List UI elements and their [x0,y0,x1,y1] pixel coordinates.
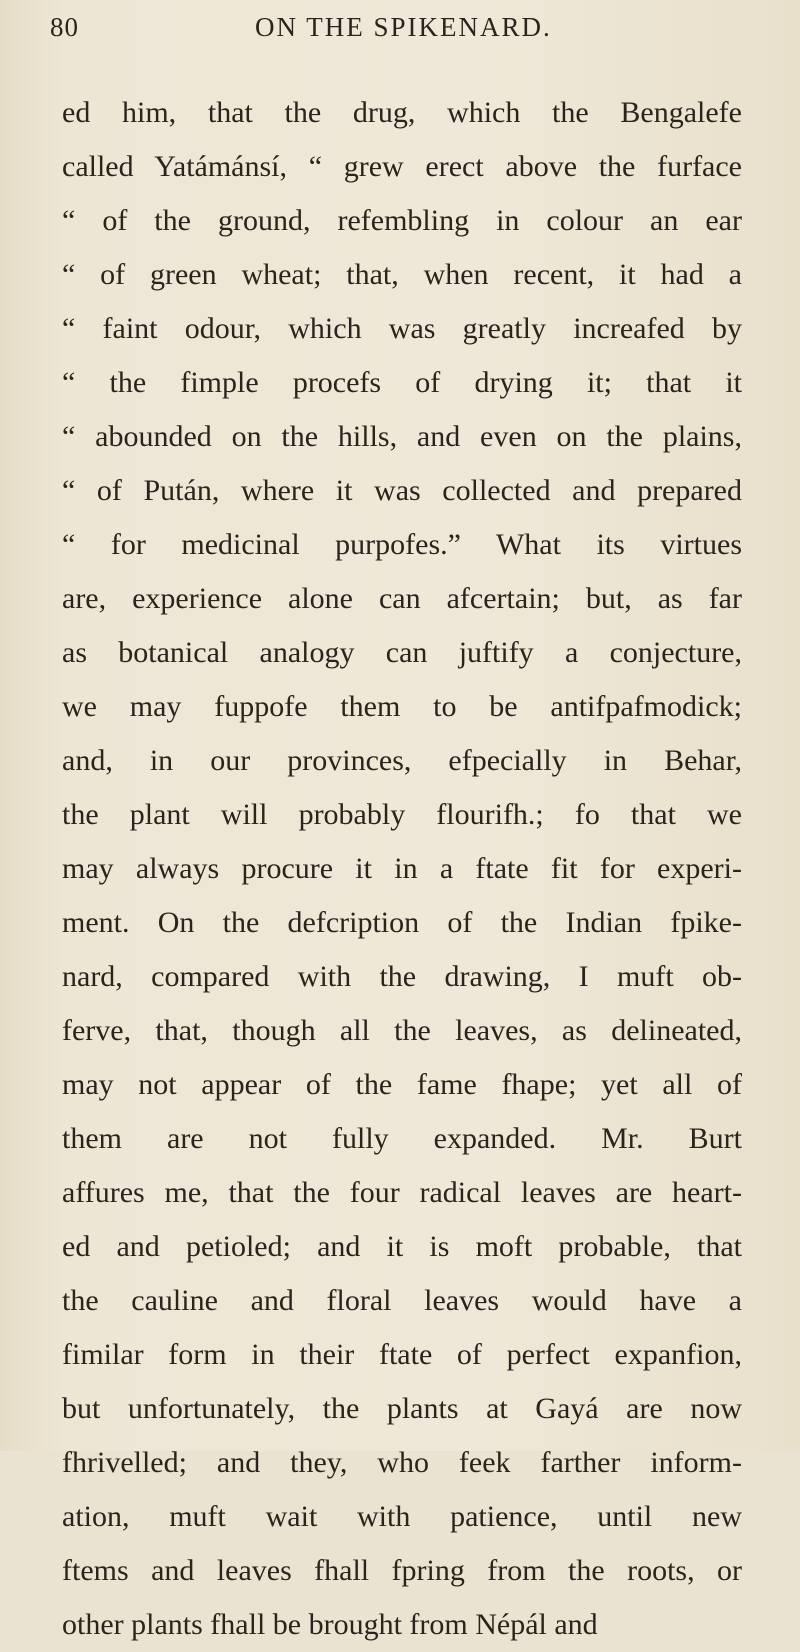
text-line: “ faint odour, which was greatly increafed by [62,312,742,345]
text-line: called Yatámánsí, “ grew erect above the furface [62,150,742,183]
text-line: “ of green wheat; that, when recent, it had a [62,258,742,291]
text-line: ed and petioled; and it is moft probable, that [62,1230,742,1263]
text-line: ment. On the defcription of the Indian fpike- [62,906,742,939]
text-line: affures me, that the four radical leaves are heart- [62,1176,742,1209]
page-header [50,6,750,50]
body-text [62,86,742,1652]
text-line: but unfortunately, the plants at Gayá are now [62,1392,742,1425]
text-line: “ for medicinal purpofes.” What its virtues [62,528,742,561]
page-number: 80 [50,12,79,42]
text-line: ed him, that the drug, which the Bengalefe [62,96,742,129]
text-line: the plant will probably flourifh.; fo that we [62,798,742,831]
text-line: ftems and leaves fhall fpring from the roots, or [62,1554,742,1587]
text-line: “ the fimple procefs of drying it; that it [62,366,742,399]
text-line: “ of the ground, refembling in colour an ear [62,204,742,237]
text-line: we may fuppofe them to be antifpafmodick; [62,690,742,723]
text-line: are, experience alone can afcertain; but, as far [62,582,742,615]
running-title: ON THE SPIKENARD. [255,12,552,42]
text-line: nard, compared with the drawing, I muft ob- [62,960,742,993]
text-line: may always procure it in a ftate fit for experi- [62,852,742,885]
text-line: as botanical analogy can juftify a conjecture, [62,636,742,669]
text-line: the cauline and floral leaves would have a [62,1284,742,1317]
text-line: other plants fhall be brought from Népál and [62,1608,598,1641]
text-line: and, in our provinces, efpecially in Behar, [62,744,742,777]
text-line: fimilar form in their ftate of perfect expanfion, [62,1338,742,1371]
text-line: may not appear of the fame fhape; yet all of [62,1068,742,1101]
text-line: them are not fully expanded. Mr. Burt [62,1122,742,1155]
text-line: “ abounded on the hills, and even on the plains, [62,420,742,453]
text-line: ation, muft wait with patience, until new [62,1500,742,1533]
text-line: “ of Pután, where it was collected and prepared [62,474,742,507]
text-line: ferve, that, though all the leaves, as delineated, [62,1014,742,1047]
text-line: fhrivelled; and they, who feek farther inform- [62,1446,742,1479]
